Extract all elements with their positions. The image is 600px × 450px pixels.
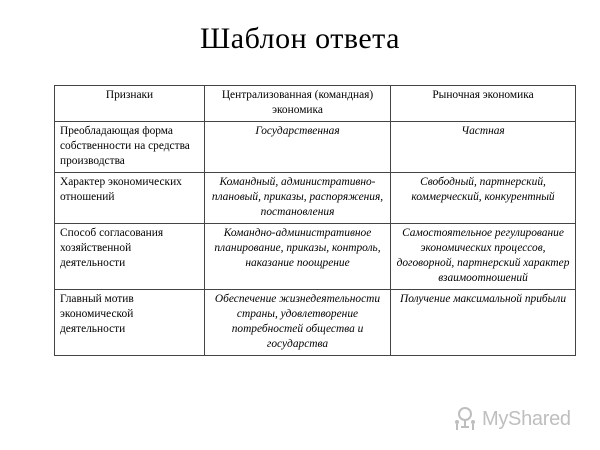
- row-feature: Главный мотив экономической деятельности: [55, 290, 205, 356]
- row-market: Самостоятельное регулирование экономических процессов, договорной, партнерский характер взаимоотношений: [391, 224, 576, 290]
- tree-people-icon: [452, 406, 478, 432]
- header-centralized: Централизованная (командная) экономика: [205, 86, 391, 122]
- row-centralized: Государственная: [205, 122, 391, 173]
- table-row: [55, 122, 576, 173]
- header-features: Признаки: [55, 86, 205, 122]
- watermark-text: MyShared: [482, 407, 571, 430]
- table-header-row: [55, 86, 576, 122]
- row-market: Частная: [391, 122, 576, 173]
- comparison-table: [54, 85, 576, 356]
- row-feature: Преобладающая форма собственности на средства производства: [55, 122, 205, 173]
- header-market: Рыночная экономика: [391, 86, 576, 122]
- row-feature: Способ согласования хозяйственной деятельности: [55, 224, 205, 290]
- table-row: [55, 224, 576, 290]
- row-centralized: Командно-административное планирование, приказы, контроль, наказание поощрение: [205, 224, 391, 290]
- row-centralized: Обеспечение жизнедеятельности страны, удовлетворение потребностей общества и государства: [205, 290, 391, 356]
- row-feature: Характер экономических отношений: [55, 173, 205, 224]
- slide-title: Шаблон ответа: [200, 22, 400, 55]
- watermark: [452, 404, 592, 434]
- row-market: Свободный, партнерский, коммерческий, конкурентный: [391, 173, 576, 224]
- table-row: [55, 173, 576, 224]
- row-centralized: Командный, административно-плановый, приказы, распоряжения, постановления: [205, 173, 391, 224]
- row-market: Получение максимальной прибыли: [391, 290, 576, 356]
- table-row: [55, 290, 576, 356]
